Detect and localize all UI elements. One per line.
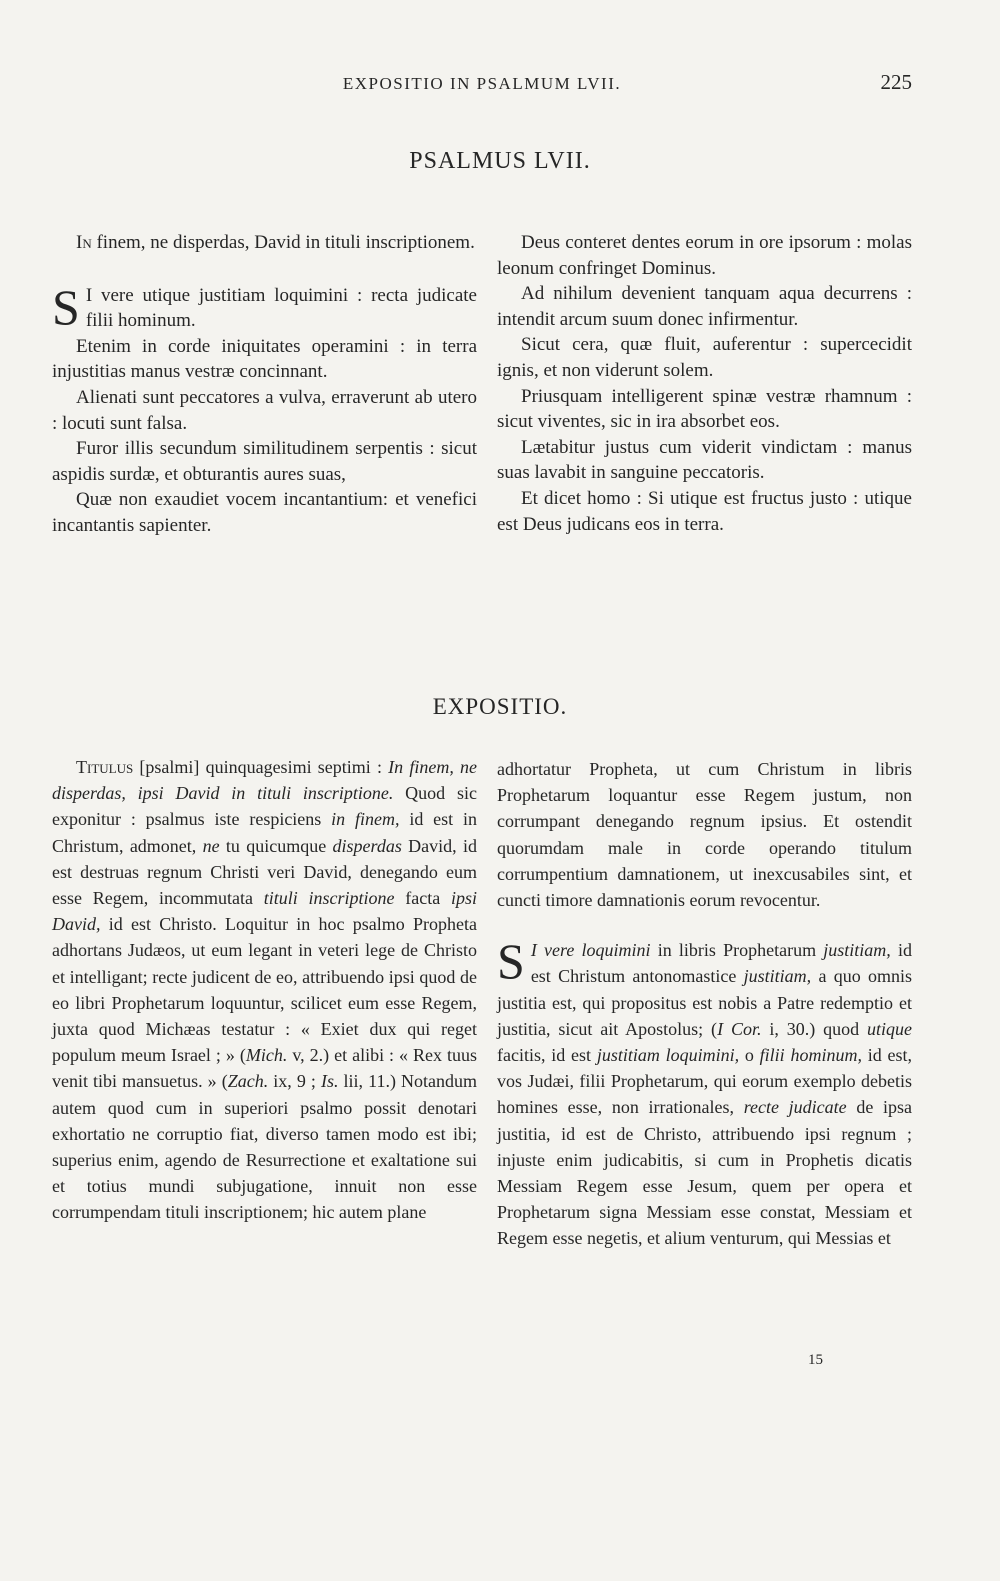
text-run: ix, 9 ; bbox=[268, 1071, 321, 1092]
running-title: EXPOSITIO IN PSALMUM LVII. bbox=[342, 74, 622, 93]
drop-cap: S bbox=[52, 278, 80, 335]
italic-run: I Cor. bbox=[717, 1018, 762, 1039]
psalm-inscription bbox=[52, 230, 477, 256]
text-run: id est, vos Judæi, filii Prophetarum, qui eorum exemplo debetis homines esse, non irrationales, bbox=[497, 1045, 913, 1118]
inscription-initial: In bbox=[76, 232, 92, 253]
drop-cap: S bbox=[497, 933, 525, 990]
verse-8: Sicut cera, quæ fluit, auferentur : supercecidit ignis, et non viderunt solem. bbox=[497, 334, 912, 381]
inscription-text: finem, ne disperdas, David in tituli inscriptionem. bbox=[91, 232, 475, 253]
italic-run: In finem, ne disperdas, ipsi David in tituli inscriptione. bbox=[52, 757, 477, 804]
italic-run: justitiam, bbox=[743, 966, 812, 987]
page-number: 225 bbox=[880, 70, 912, 94]
text-run: de ipsa justitia, id est de Christo, attribuendo ipsi regnum ; injuste enim judicabitis, si cum in Prophetis dicatis Messiam Regem esse Jesum, quem per opera et Prophetarum signa Messiam esse constat, Messiam et Regem esse negetis, et alium venturum, qui Messias et bbox=[497, 1097, 913, 1249]
commentary-left bbox=[52, 754, 477, 1226]
text-run: David, id est destruas regnum Christi veri David, denegando eum esse Regem, incommutata bbox=[52, 835, 477, 909]
titulus-word: Titulus bbox=[76, 757, 134, 777]
text-run: id est Christum antonomastice bbox=[530, 940, 912, 987]
verse-11: Et dicet homo : Si utique est fructus justo : utique est Deus judicans eos in terra. bbox=[497, 487, 912, 535]
text-run: lii, 11.) Notandum autem quod cum in superiori psalmo possit denotari exhortatio ne corruptio fiat, diverso tamen modo est ibi; superius enim, agendo de Resurrectione et exaltatione sui et totius mundi subjugatione, innuit non esse corrumpendam tituli inscriptionem; hic autem plane bbox=[52, 1071, 477, 1223]
text-run: facta bbox=[394, 888, 451, 909]
verse-10: Lætabitur justus cum viderit vindictam : manus suas lavabit in sanguine peccatoris. bbox=[497, 436, 912, 484]
text-run: o bbox=[739, 1045, 760, 1066]
italic-run: Mich. bbox=[245, 1045, 288, 1066]
verse-1 bbox=[52, 278, 477, 335]
text-run: v, 2.) et alibi : « Rex tuus venit tibi mansuetus. » ( bbox=[52, 1045, 477, 1092]
expositio-heading: EXPOSITIO. bbox=[432, 694, 568, 719]
text-run: i, 30.) quod bbox=[761, 1018, 868, 1039]
text-run: in libris Prophetarum bbox=[650, 940, 824, 961]
text-run: [psalmi] quinquagesimi septimi : bbox=[133, 757, 389, 777]
verse-6: Deus conteret dentes eorum in ore ipsorum : molas leonum confringet Dominus. bbox=[497, 232, 912, 279]
italic-run: ne bbox=[202, 835, 220, 856]
italic-run: recte judicate bbox=[743, 1097, 847, 1118]
italic-run: ipsi David, bbox=[52, 888, 477, 935]
italic-run: tituli inscriptione bbox=[263, 888, 395, 909]
verse-7: Ad nihilum devenient tanquam aqua decurrens : intendit arcum suum donec infirmentur. bbox=[497, 283, 912, 330]
italic-run: filii hominum, bbox=[759, 1045, 862, 1066]
verse-3: Alienati sunt peccatores a vulva, erraverunt ab utero : locuti sunt falsa. bbox=[52, 386, 477, 434]
verse-2: Etenim in corde iniquitates operamini : in terra injustitias manus vestræ concinnant. bbox=[52, 335, 477, 383]
signature-mark: 15 bbox=[808, 1352, 823, 1368]
commentary-paragraph bbox=[52, 754, 477, 1226]
italic-run: disperdas bbox=[332, 835, 402, 856]
italic-run: in finem, bbox=[331, 809, 400, 830]
text-run: id est Christo. Loquitur in hoc psalmo Propheta adhortans Judæos, ut eum legant in veteri lege de Christo et intelligant; recte judicent de eo, attribuendo ipsi quod de eo libri Prophetarum loquuntur, scilicet eum esse Regem, juxta quod Michæas testatur : « Exiet dux qui reget populum meum Israel ; » ( bbox=[52, 914, 477, 1066]
italic-run: Is. bbox=[320, 1071, 339, 1092]
verse-9: Priusquam intelligerent spinæ vestræ rhamnum : sicut viventes, sic in ira absorbet eos. bbox=[497, 385, 912, 433]
commentary-right bbox=[497, 756, 912, 1252]
commentary-paragraph-2 bbox=[497, 933, 913, 1251]
verse-1-text: I vere utique justitiam loquimini : recta judicate filii hominum. bbox=[85, 284, 477, 332]
italic-run: utique bbox=[867, 1018, 913, 1039]
text-run: Quod sic exponitur : psalmus iste respiciens bbox=[52, 783, 477, 830]
text-run: tu quicumque bbox=[219, 835, 333, 856]
verse-5: Quæ non exaudiet vocem incantantium: et venefici incantantis sapienter. bbox=[52, 489, 477, 536]
italic-run: Zach. bbox=[227, 1071, 269, 1092]
text-run: id est in Christum, admonet, bbox=[52, 809, 477, 856]
italic-run: I vere loquimini bbox=[530, 940, 651, 961]
italic-run: justitiam loquimini, bbox=[596, 1045, 740, 1066]
text-run: facitis, id est bbox=[497, 1045, 597, 1066]
psalm-verses-left bbox=[52, 230, 477, 539]
commentary-paragraph-1: adhortatur Propheta, ut cum Christum in libris Prophetarum loquantur esse Regem justum, non corrumpant denegando regnum ipsius. Et ostendit quorumdam male in corde operando titulum corrumpentium damnationem, ut inexcusabiles sint, et cuncti timore damnationis eorum revocentur. bbox=[497, 759, 912, 911]
italic-run: justitiam, bbox=[823, 940, 891, 961]
page-header bbox=[52, 70, 912, 100]
psalm-verses-right bbox=[497, 230, 912, 537]
verse-4: Furor illis secundum similitudinem serpentis : sicut aspidis surdæ, et obturantis aures suas, bbox=[52, 438, 477, 485]
text-run: a quo omnis justitia est, qui propositus est nobis a Patre redemptio et justitia, sicut ait Apostolus; ( bbox=[497, 966, 913, 1039]
psalm-title: PSALMUS LVII. bbox=[409, 148, 591, 174]
